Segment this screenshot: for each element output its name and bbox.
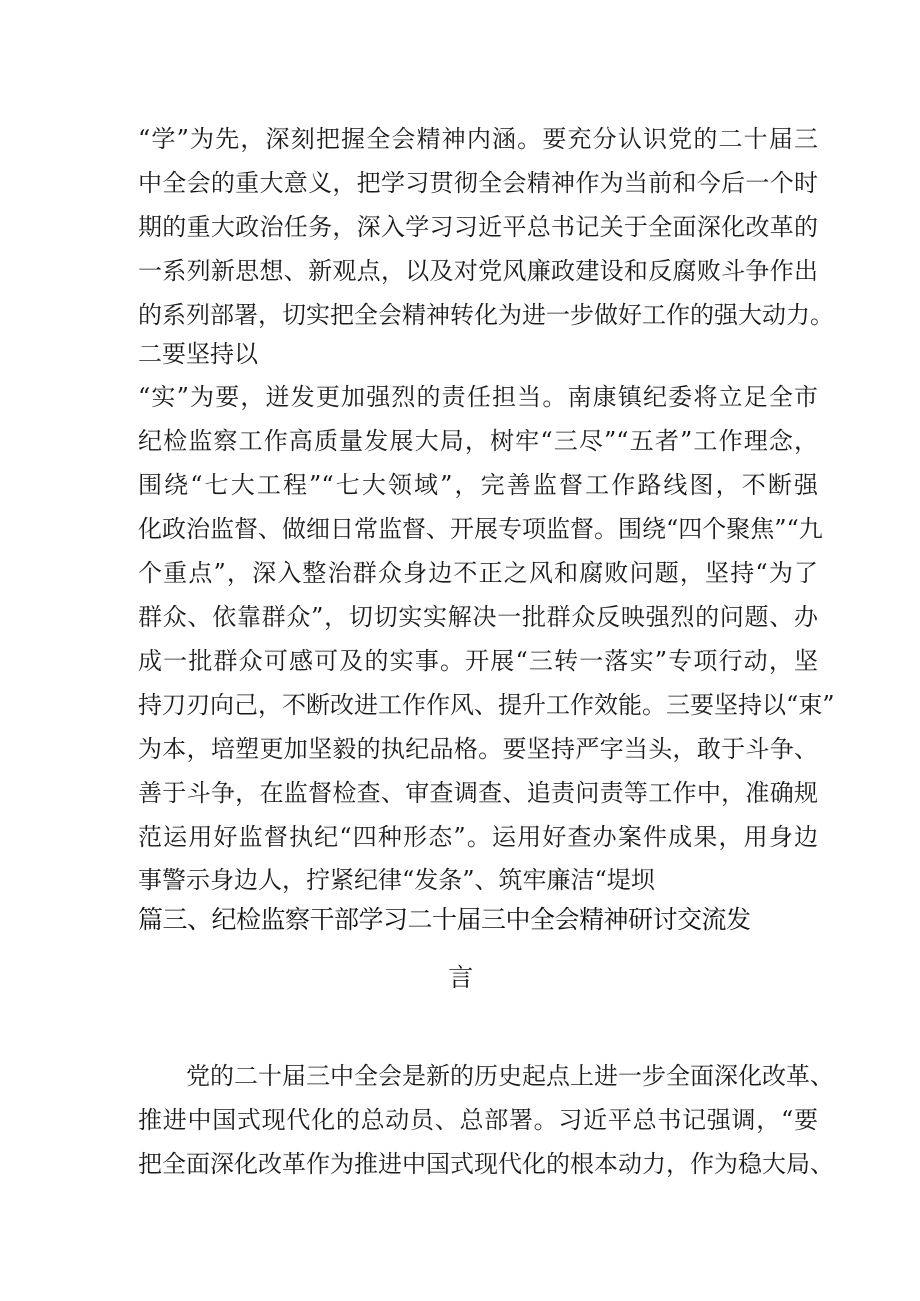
paragraph-line: 化政治监督、做细日常监督、开展专项监督。围绕“四个聚焦”“九 [138, 515, 823, 543]
paragraph-line: 为本，培塑更加坚毅的执纪品格。要坚持严字当头，敢于斗争、 [138, 735, 818, 763]
section-heading-continued: 言 [448, 963, 473, 992]
paragraph-line: 二要坚持以 [138, 340, 258, 368]
paragraph-line: 个重点”，深入整治群众身边不正之风和腐败问题，坚持“为了 [138, 559, 818, 587]
paragraph-line: 善于斗争，在监督检查、审查调查、追责问责等工作中，准确规 [138, 779, 818, 807]
section-paragraph-line: 把全面深化改革作为推进中国式现代化的根本动力，作为稳大局、 [138, 1150, 834, 1178]
section-paragraph-line: 推进中国式现代化的总动员、总部署。习近平总书记强调，“要 [138, 1106, 818, 1134]
paragraph-line: 期的重大政治任务，深入学习习近平总书记关于全面深化改革的 [138, 213, 818, 241]
paragraph-line: 成一批群众可感可及的实事。开展“三转一落实”专项行动，坚 [138, 647, 818, 675]
section-heading: 篇三、纪检监察干部学习二十届三中全会精神研讨交流发 [138, 905, 751, 934]
paragraph-line: 持刀刃向己，不断改进工作作风、提升工作效能。三要坚持以“束” [138, 691, 835, 719]
paragraph-line: 围绕“七大工程”“七大领域”，完善监督工作路线图，不断强 [138, 471, 818, 499]
paragraph-line: 一系列新思想、新观点，以及对党风廉政建设和反腐败斗争作出 [138, 257, 818, 285]
paragraph-line: 事警示身边人，拧紧纪律“发条”、筑牢廉洁“堤坝 [138, 866, 655, 894]
paragraph-line: 范运用好监督执纪“四种形态”。运用好查办案件成果，用身边 [138, 823, 818, 851]
paragraph-line: 纪检监察工作高质量发展大局，树牢“三尽”“五者”工作理念， [138, 427, 818, 455]
paragraph-line: 的系列部署，切实把全会精神转化为进一步做好工作的强大动力。 [138, 301, 834, 329]
section-paragraph-line: 党的二十届三中全会是新的历史起点上进一步全面深化改革、 [138, 1062, 834, 1090]
paragraph-line: 群众、依靠群众”，切切实实解决一批群众反映强烈的问题、办 [138, 603, 818, 631]
paragraph-line: “实”为要，迸发更加强烈的责任担当。南康镇纪委将立足全市 [138, 383, 818, 411]
paragraph-line: 中全会的重大意义，把学习贯彻全会精神作为当前和今后一个时 [138, 169, 818, 197]
paragraph-line: “学”为先，深刻把握全会精神内涵。要充分认识党的二十届三 [138, 125, 818, 153]
